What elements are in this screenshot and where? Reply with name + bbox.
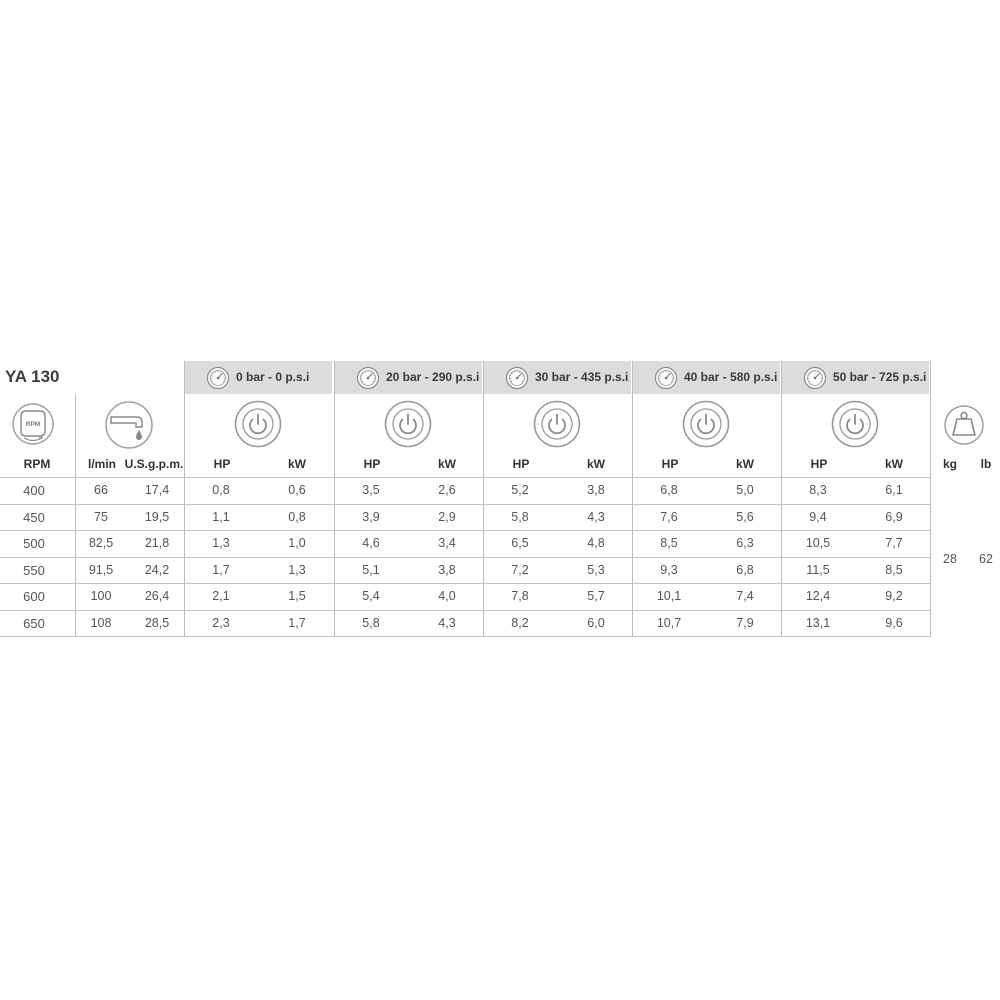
- grid-vline: [184, 361, 185, 637]
- cell-lmin: 75: [94, 509, 108, 524]
- cell-kw: 9,6: [885, 615, 903, 630]
- grid-vline: [632, 361, 633, 637]
- cell-hp: 3,5: [362, 483, 380, 497]
- cell-hp: 6,5: [511, 536, 529, 550]
- power-icon: [233, 399, 283, 449]
- cell-kw: 4,0: [438, 589, 456, 603]
- cell-rpm: 400: [23, 483, 45, 498]
- header-kw-1: kW: [438, 457, 456, 471]
- rpm-icon: [12, 402, 54, 446]
- grid-vline: [930, 361, 931, 637]
- grid-hline: [0, 636, 930, 637]
- power-icon: [830, 399, 880, 449]
- cell-kw: 7,4: [736, 589, 754, 603]
- cell-usgpm: 19,5: [144, 509, 170, 524]
- pressure-label-0: 0 bar - 0 p.s.i: [236, 370, 310, 384]
- cell-lmin: 100: [90, 589, 112, 603]
- cell-hp: 13,1: [805, 615, 831, 630]
- header-kg: kg: [942, 457, 957, 471]
- cell-kw: 6,1: [885, 483, 903, 497]
- cell-rpm: 500: [23, 536, 45, 551]
- grid-hline: [0, 504, 930, 505]
- power-icon: [532, 399, 582, 449]
- cell-kw: 1,3: [288, 562, 306, 577]
- cell-usgpm: 26,4: [144, 589, 170, 603]
- cell-usgpm: 21,8: [144, 536, 170, 550]
- cell-hp: 8,2: [511, 615, 529, 630]
- cell-hp: 5,2: [511, 483, 529, 497]
- grid-vline: [483, 361, 484, 637]
- cell-rpm: 600: [23, 589, 45, 604]
- cell-hp: 8,5: [660, 536, 678, 550]
- cell-lmin: 82,5: [88, 536, 114, 550]
- faucet-icon: [103, 400, 155, 450]
- cell-hp: 9,4: [809, 509, 827, 524]
- power-icon: [383, 399, 433, 449]
- cell-kw: 4,3: [438, 615, 456, 630]
- weight-kg: 28: [943, 552, 957, 566]
- cell-hp: 3,9: [362, 509, 380, 524]
- grid-hline: [0, 477, 930, 478]
- cell-hp: 1,7: [212, 562, 230, 577]
- cell-hp: 1,1: [212, 509, 230, 524]
- cell-kw: 0,6: [288, 483, 306, 497]
- header-hp-3: HP: [661, 457, 679, 471]
- cell-kw: 7,9: [736, 615, 754, 630]
- cell-hp: 2,3: [212, 615, 230, 630]
- cell-lmin: 91,5: [88, 562, 114, 577]
- cell-rpm: 650: [23, 615, 45, 631]
- cell-hp: 11,5: [806, 562, 830, 577]
- cell-kw: 1,5: [288, 589, 306, 603]
- cell-kw: 5,7: [587, 589, 605, 603]
- cell-hp: 5,8: [362, 615, 380, 630]
- cell-hp: 9,3: [660, 562, 678, 577]
- cell-hp: 10,1: [656, 589, 682, 603]
- grid-vline: [75, 394, 76, 637]
- cell-kw: 8,5: [885, 562, 903, 577]
- cell-hp: 6,8: [660, 483, 678, 497]
- rpm-icon-label: RPM: [25, 421, 41, 428]
- cell-hp: 5,4: [362, 589, 380, 603]
- cell-kw: 5,3: [587, 562, 605, 577]
- header-lb: lb: [980, 457, 992, 471]
- header-kw-3: kW: [736, 457, 754, 471]
- header-kw-2: kW: [587, 457, 605, 471]
- cell-hp: 1,3: [212, 536, 230, 550]
- cell-kw: 9,2: [885, 589, 903, 603]
- pressure-gauge-icon: [654, 366, 678, 390]
- cell-kw: 4,8: [587, 536, 605, 550]
- header-kw-0: kW: [288, 457, 306, 471]
- cell-hp: 7,2: [511, 562, 529, 577]
- cell-kw: 1,7: [288, 615, 306, 630]
- pressure-label-3: 40 bar - 580 p.s.i: [684, 370, 778, 384]
- cell-hp: 4,6: [362, 536, 380, 550]
- cell-kw: 6,9: [885, 509, 903, 524]
- cell-hp: 10,5: [805, 536, 831, 550]
- cell-hp: 12,4: [805, 589, 831, 603]
- cell-usgpm: 17,4: [144, 483, 170, 497]
- cell-hp: 10,7: [656, 615, 682, 630]
- grid-hline: [0, 610, 930, 611]
- cell-kw: 6,8: [736, 562, 754, 577]
- grid-hline: [0, 557, 930, 558]
- weight-icon: [944, 402, 984, 448]
- pressure-gauge-icon: [505, 366, 529, 390]
- cell-kw: 3,8: [587, 483, 605, 497]
- cell-hp: 7,6: [660, 509, 678, 524]
- pressure-gauge-icon: [206, 366, 230, 390]
- cell-lmin: 108: [90, 615, 112, 630]
- header-hp-1: HP: [363, 457, 381, 471]
- cell-hp: 5,1: [362, 562, 380, 577]
- cell-kw: 6,3: [736, 536, 754, 550]
- pressure-label-2: 30 bar - 435 p.s.i: [535, 370, 629, 384]
- header-rpm: RPM: [23, 457, 51, 471]
- pressure-gauge-icon: [356, 366, 380, 390]
- header-lmin: l/min: [87, 457, 116, 471]
- cell-kw: 5,0: [736, 483, 754, 497]
- pressure-label-1: 20 bar - 290 p.s.i: [386, 370, 480, 384]
- cell-kw: 3,8: [438, 562, 456, 577]
- cell-lmin: 66: [94, 483, 108, 497]
- cell-rpm: 450: [23, 509, 45, 525]
- cell-kw: 6,0: [587, 615, 605, 630]
- cell-rpm: 550: [23, 562, 45, 578]
- weight-lb: 62: [979, 552, 993, 566]
- cell-hp: 8,3: [809, 483, 827, 497]
- cell-usgpm: 28,5: [144, 615, 170, 630]
- header-usgpm: U.S.g.p.m.: [124, 457, 184, 471]
- grid-vline: [334, 361, 335, 637]
- header-hp-0: HP: [213, 457, 231, 471]
- grid-vline: [781, 361, 782, 637]
- header-hp-2: HP: [512, 457, 530, 471]
- grid-hline: [0, 530, 930, 531]
- cell-kw: 2,9: [438, 509, 456, 524]
- cell-kw: 3,4: [438, 536, 456, 550]
- pressure-gauge-icon: [803, 366, 827, 390]
- grid-hline: [0, 583, 930, 584]
- cell-hp: 2,1: [212, 589, 230, 603]
- cell-kw: 7,7: [885, 536, 903, 550]
- cell-kw: 2,6: [438, 483, 456, 497]
- pressure-label-4: 50 bar - 725 p.s.i: [833, 370, 927, 384]
- header-kw-4: kW: [885, 457, 903, 471]
- cell-kw: 0,8: [288, 509, 306, 524]
- cell-hp: 0,8: [212, 483, 230, 497]
- cell-hp: 5,8: [511, 509, 529, 524]
- cell-usgpm: 24,2: [144, 562, 170, 577]
- cell-kw: 4,3: [587, 509, 605, 524]
- cell-kw: 1,0: [288, 536, 306, 550]
- cell-kw: 5,6: [736, 509, 754, 524]
- model-title: YA 130: [5, 367, 60, 386]
- cell-hp: 7,8: [511, 589, 529, 603]
- header-hp-4: HP: [810, 457, 828, 471]
- power-icon: [681, 399, 731, 449]
